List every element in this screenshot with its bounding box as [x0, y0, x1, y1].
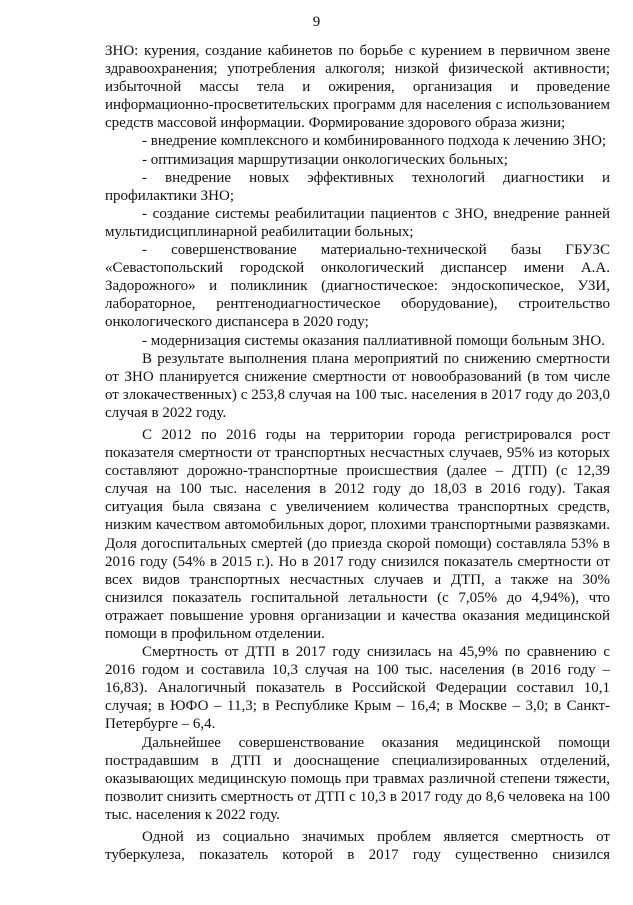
- paragraph-dtp-mortality: Смертность от ДТП в 2017 году снизилась на 45,9% по сравнению с 2016 годом и составила 10,3 случая на 100 тыс. населения (в 2016 году – 16,83). Аналогичный показатель в Российской Федерации составил 10,1 случая; в ЮФО – 11,3; в Республике Крым – 16,4; в Москве – 3,0; в Санкт-Петербурге – 6,4.: [105, 644, 610, 733]
- list-item: - создание системы реабилитации пациентов с ЗНО, внедрение ранней мультидисциплинарной реабилитации больных;: [105, 205, 610, 240]
- page-number: 9: [312, 14, 321, 30]
- paragraph-road-traffic: С 2012 по 2016 годы на территории города регистрировался рост показателя смертности от транспортных несчастных случаев, 95% из которых составляют дорожно-транспортные происшествия (далее – ДТП) (с 12,39 случая на 100 тыс. населения в 2012 году до 18,03 в 2016 году). Такая ситуация была связана с увеличением количества транспортных средств, низким качеством автомобильных дорог, плохими транспортными развязками. Доля догоспитальных смертей (до приезда скорой помощи) составляла 53% в 2016 году (54% в 2015 г.). Но в 2017 году снизился показатель смертности от всех видов транспортных несчастных случаев и ДТП, а также на 30% снизился показатель госпитальной летальности (с 7,05% до 4,94%), что отражает повышение уровня организации и качества оказания медицинской помощи в профильном отделении.: [105, 426, 610, 642]
- list-item: - внедрение новых эффективных технологий диагностики и профилактики ЗНО;: [105, 169, 610, 204]
- paragraph-tuberculosis: Одной из социально значимых проблем является смертность от туберкулеза, показатель которой в 2017 году существенно снизился: [105, 829, 610, 864]
- list-item: - совершенствование материально-технической базы ГБУЗС «Севастопольский городской онкологический диспансер имени А.А. Задорожного» и поликлиник (диагностическое: эндоскопическое, УЗИ, лабораторное, рентгенодиагностическое оборудование), строительство онкологического диспансера в 2020 году;: [105, 242, 610, 331]
- paragraph-forecast: В результате выполнения плана мероприятий по снижению смертности от ЗНО планируется снижение смертности от новообразований (в том числе от злокачественных) с 253,8 случая на 100 тыс. населения в 2017 году до 203,0 случая в 2022 году.: [105, 350, 610, 421]
- paragraph-dtp-improvement: Дальнейшее совершенствование оказания медицинской помощи пострадавшим в ДТП и дооснащение специализированных отделений, оказывающих медицинскую помощь при травмах различной степени тяжести, позволит снизить смертность от ДТП с 10,3 в 2017 году до 8,6 человека на 100 тыс. населения к 2022 году.: [105, 734, 610, 823]
- list-item: - оптимизация маршрутизации онкологических больных;: [142, 151, 508, 168]
- list-item: - внедрение комплексного и комбинированного подхода к лечению ЗНО;: [142, 133, 607, 150]
- intro-paragraph: ЗНО: курения, создание кабинетов по борьбе с курением в первичном звене здравоохранения; употребления алкоголя; низкой физической активности; избыточной массы тела и ожирения, организация и проведение информационно-просветительских программ для населения с использованием средств массовой информации. Формирование здорового образа жизни;: [105, 43, 610, 132]
- document-body: [105, 42, 610, 864]
- list-item: - модернизация системы оказания паллиативной помощи больным ЗНО.: [142, 332, 605, 349]
